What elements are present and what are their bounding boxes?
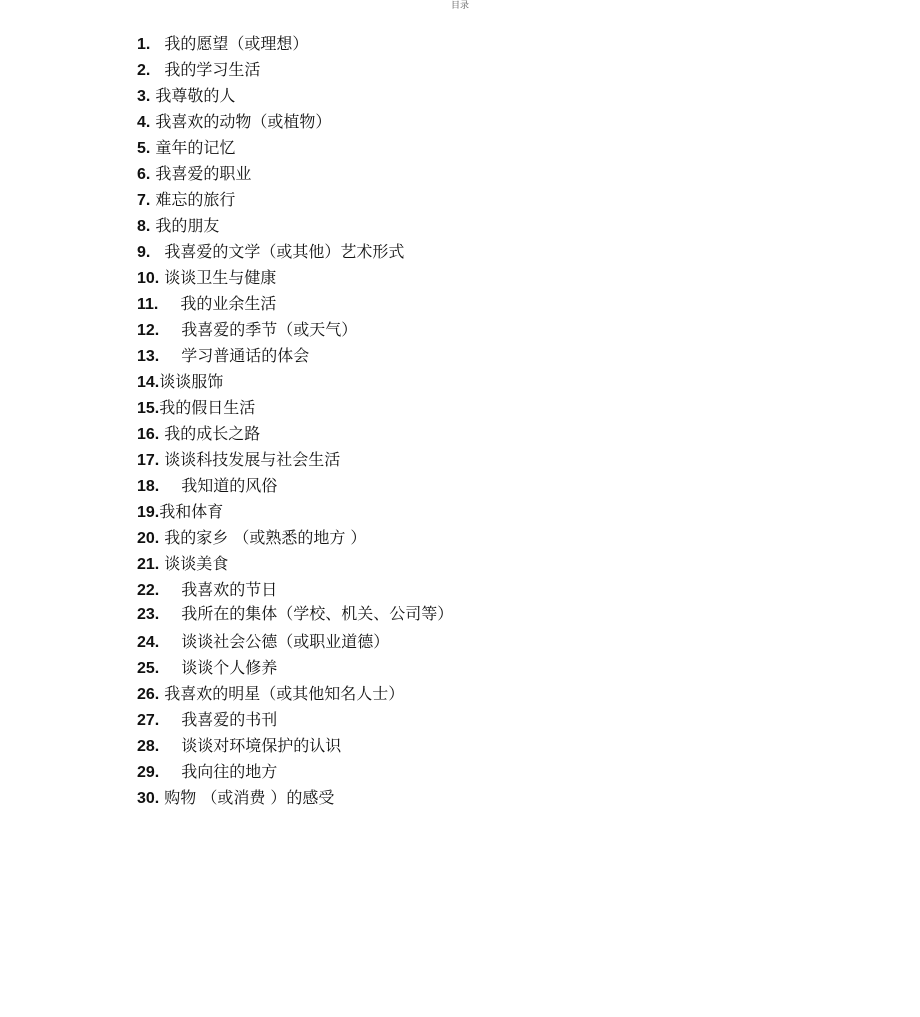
toc-item-number: 8. bbox=[137, 218, 151, 235]
toc-item-number: 25. bbox=[137, 660, 160, 677]
toc-item-title: 谈谈卫生与健康 bbox=[164, 268, 277, 287]
toc-item bbox=[137, 681, 457, 707]
toc-item bbox=[137, 499, 457, 525]
toc-item bbox=[137, 577, 457, 603]
toc-item bbox=[137, 343, 457, 369]
toc-item bbox=[137, 629, 457, 655]
toc-item-title: 我喜欢的动物（或植物） bbox=[155, 112, 332, 131]
toc-item-number: 14. bbox=[137, 374, 160, 391]
toc-item bbox=[137, 317, 457, 343]
toc-item-number: 30. bbox=[137, 790, 160, 807]
toc-item-number: 15. bbox=[137, 400, 160, 417]
toc-item bbox=[137, 525, 457, 551]
toc-item-number: 28. bbox=[137, 738, 160, 755]
toc-item-title: 谈谈个人修养 bbox=[181, 658, 278, 677]
toc-item-title: 我的朋友 bbox=[155, 216, 220, 235]
toc-item-title: 我知道的风俗 bbox=[181, 476, 278, 495]
toc-item bbox=[137, 551, 457, 577]
toc-item bbox=[137, 213, 457, 239]
toc-item bbox=[137, 473, 457, 499]
toc-item-title: 童年的记忆 bbox=[155, 138, 236, 157]
toc-item bbox=[137, 83, 457, 109]
toc-item-title: 我所在的集体（学校、机关、公司等） bbox=[181, 604, 454, 623]
toc-item-number: 22. bbox=[137, 582, 160, 599]
toc-item bbox=[137, 785, 457, 811]
toc-item-number: 16. bbox=[137, 426, 160, 443]
toc-item-number: 24. bbox=[137, 634, 160, 651]
toc-item bbox=[137, 187, 457, 213]
toc-item-title: 我的学习生活 bbox=[164, 60, 261, 79]
toc-item bbox=[137, 421, 457, 447]
toc-item-number: 29. bbox=[137, 764, 160, 781]
toc-item bbox=[137, 395, 457, 421]
toc-item-title: 购物 （或消费 ）的感受 bbox=[164, 788, 335, 807]
toc-item bbox=[137, 707, 457, 733]
toc-item-number: 2. bbox=[137, 62, 151, 79]
toc-item-number: 7. bbox=[137, 192, 151, 209]
toc-item-title: 我喜爱的文学（或其他）艺术形式 bbox=[164, 242, 405, 261]
toc-item-title: 我和体育 bbox=[159, 502, 224, 521]
toc-item-title: 谈谈对环境保护的认识 bbox=[181, 736, 342, 755]
toc-item-number: 19. bbox=[137, 504, 160, 521]
toc-item bbox=[137, 291, 457, 317]
toc-item-number: 9. bbox=[137, 244, 151, 261]
toc-item-number: 21. bbox=[137, 556, 160, 573]
toc-item-number: 5. bbox=[137, 140, 151, 157]
toc-item-title: 我的愿望（或理想） bbox=[164, 34, 309, 53]
page-header: 目录 bbox=[450, 1, 469, 11]
toc-item-title: 我的业余生活 bbox=[180, 294, 277, 313]
toc-item bbox=[137, 369, 457, 395]
toc-item-number: 17. bbox=[137, 452, 160, 469]
toc-item-title: 我尊敬的人 bbox=[155, 86, 236, 105]
toc-item-number: 3. bbox=[137, 88, 151, 105]
toc-item-title: 谈谈社会公德（或职业道德） bbox=[181, 632, 390, 651]
toc-item-title: 谈谈科技发展与社会生活 bbox=[164, 450, 341, 469]
toc-item-number: 20. bbox=[137, 530, 160, 547]
toc-item-title: 我的假日生活 bbox=[159, 398, 256, 417]
toc-item-title: 我喜爱的季节（或天气） bbox=[181, 320, 358, 339]
toc-item-title: 我的成长之路 bbox=[164, 424, 261, 443]
toc-item bbox=[137, 759, 457, 785]
toc-item bbox=[137, 161, 457, 187]
toc-item-title: 我喜欢的明星（或其他知名人士） bbox=[164, 684, 405, 703]
toc-item-number: 4. bbox=[137, 114, 151, 131]
toc-item-title: 我喜爱的职业 bbox=[155, 164, 252, 183]
toc-item bbox=[137, 109, 457, 135]
toc-item bbox=[137, 57, 457, 83]
toc-item bbox=[137, 603, 457, 626]
toc-item-title: 我喜爱的书刊 bbox=[181, 710, 278, 729]
toc-item-number: 27. bbox=[137, 712, 160, 729]
toc-item-number: 10. bbox=[137, 270, 160, 287]
toc-item-title: 我喜欢的节日 bbox=[181, 580, 278, 599]
toc-item-title: 谈谈服饰 bbox=[159, 372, 224, 391]
toc-item-number: 23. bbox=[137, 606, 160, 623]
toc-item-title: 难忘的旅行 bbox=[155, 190, 236, 209]
toc-item bbox=[137, 239, 457, 265]
toc-item-title: 我向往的地方 bbox=[181, 762, 278, 781]
toc-item-number: 1. bbox=[137, 36, 151, 53]
toc-item bbox=[137, 447, 457, 473]
toc-item-title: 学习普通话的体会 bbox=[181, 346, 310, 365]
toc-item-number: 6. bbox=[137, 166, 151, 183]
toc-item-title: 谈谈美食 bbox=[164, 554, 229, 573]
toc-item bbox=[137, 733, 457, 759]
table-of-contents bbox=[137, 31, 457, 811]
toc-item bbox=[137, 31, 457, 57]
toc-item-number: 26. bbox=[137, 686, 160, 703]
toc-item bbox=[137, 655, 457, 681]
toc-item bbox=[137, 265, 457, 291]
toc-item-number: 18. bbox=[137, 478, 160, 495]
toc-item-number: 12. bbox=[137, 322, 160, 339]
toc-item-title: 我的家乡 （或熟悉的地方 ） bbox=[164, 528, 367, 547]
toc-item-number: 11. bbox=[137, 296, 159, 313]
toc-item-number: 13. bbox=[137, 348, 160, 365]
toc-item bbox=[137, 135, 457, 161]
